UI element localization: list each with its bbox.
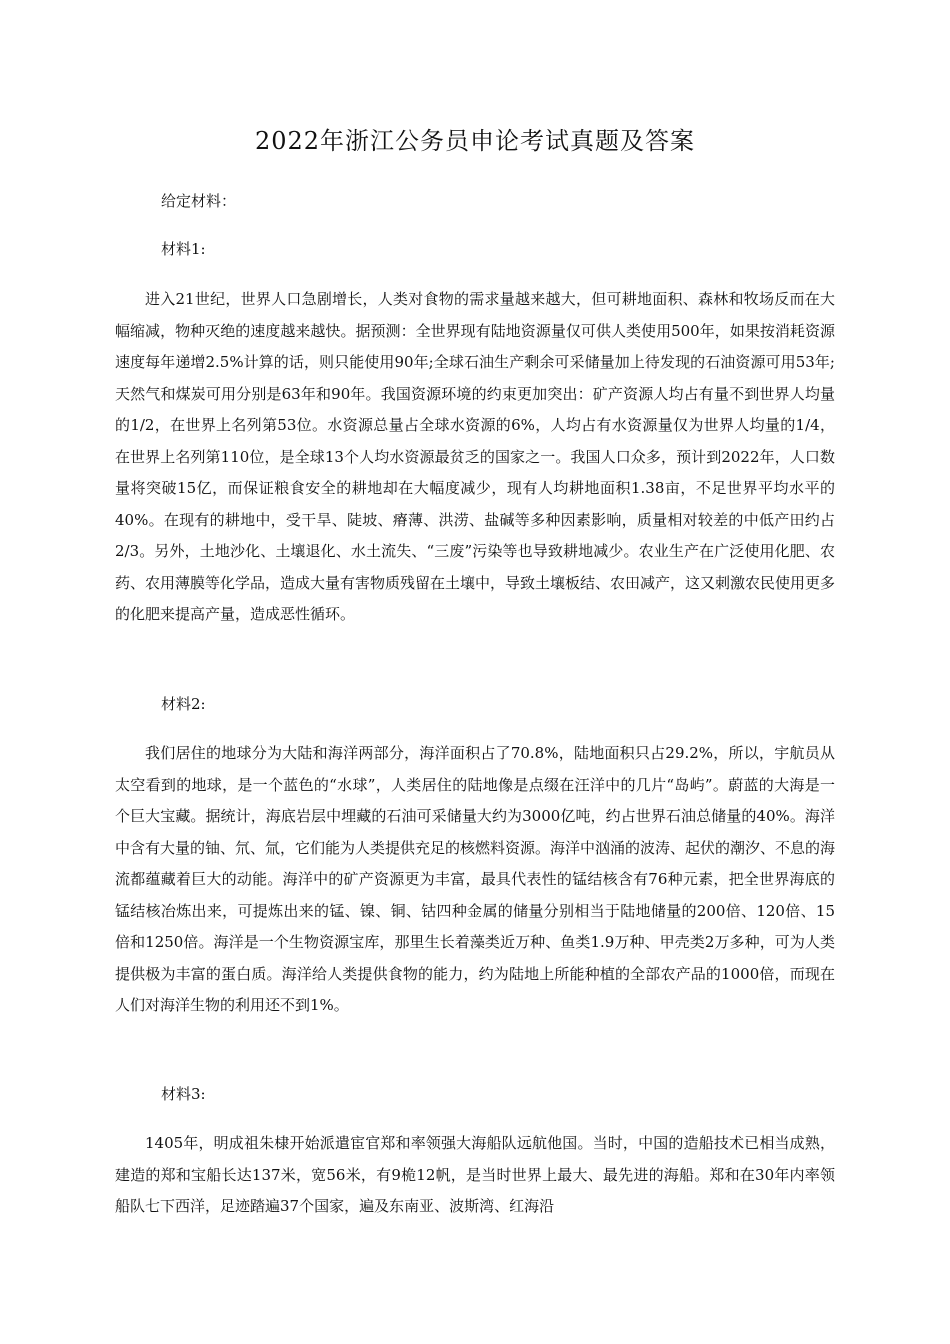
- material-3-label: 材料3:: [161, 1085, 206, 1103]
- given-materials-label: 给定材料：: [161, 192, 237, 210]
- material-1-label: 材料1:: [161, 240, 206, 258]
- material-2-label: 材料2:: [161, 695, 206, 713]
- material-1-text: 进入21世纪，世界人口急剧增长，人类对食物的需求量越来越大，但可耕地面积、森林和牧场反而在大幅缩减，物种灭绝的速度越来越快。据预测：全世界现有陆地资源量仅可供人类使用500年，如果按消耗资源速度每年递增2.5%计算的话，则只能使用90年;全球石油生产剩余可采储量加上待发现的石油资源可用53年;天然气和煤炭可用分别是63年和90年。我国资源环境的约束更加突出：矿产资源人均占有量不到世界人均量的1/2，在世界上名列第53位。水资源总量占全球水资源的6%，人均占有水资源量仅为世界人均量的1/4，在世界上名列第110位，是全球13个人均水资源最贫乏的国家之一。我国人口众多，预计到2022年，人口数量将突破15亿，而保证粮食安全的耕地却在大幅度减少，现有人均耕地面积1.38亩，不足世界平均水平的40%。在现有的耕地中，受干旱、陡坡、瘠薄、洪涝、盐碱等多种因素影响，质量相对较差的中低产田约占2/3。另外，土地沙化、土壤退化、水土流失、“三废”污染等也导致耕地减少。农业生产在广泛使用化肥、农药、农用薄膜等化学品，造成大量有害物质残留在土壤中，导致土壤板结、农田减产，这又刺激农民使用更多的化肥来提高产量，造成恶性循环。: [115, 290, 836, 623]
- material-3-text: 1405年，明成祖朱棣开始派遣宦官郑和率领强大海船队远航他国。当时，中国的造船技术已相当成熟，建造的郑和宝船长达137米，宽56米，有9桅12帆，是当时世界上最大、最先进的海船。郑和在30年内率领船队七下西洋，足迹踏遍37个国家，遍及东南亚、波斯湾、红海沿: [115, 1134, 835, 1215]
- material-2-text: 我们居住的地球分为大陆和海洋两部分，海洋面积占了70.8%，陆地面积只占29.2%，所以，宇航员从太空看到的地球，是一个蓝色的“水球”，人类居住的陆地像是点缀在汪洋中的几片“岛屿”。蔚蓝的大海是一个巨大宝藏。据统计，海底岩层中埋藏的石油可采储量大约为3000亿吨，约占世界石油总储量的40%。海洋中含有大量的铀、氘、氚，它们能为人类提供充足的核燃料资源。海洋中汹涌的波涛、起伏的潮汐、不息的海流都蕴藏着巨大的动能。海洋中的矿产资源更为丰富，最具代表性的锰结核含有76种元素，把全世界海底的锰结核冶炼出来，可提炼出来的锰、镍、铜、钴四种金属的储量分别相当于陆地储量的200倍、120倍、15倍和1250倍。海洋是一个生物资源宝库，那里生长着藻类近万种、鱼类1.9万种、甲壳类2万多种，可为人类提供极为丰富的蛋白质。海洋给人类提供食物的能力，约为陆地上所能种植的全部农产品的1000倍，而现在人们对海洋生物的利用还不到1%。: [115, 744, 836, 1014]
- document-title: 2022年浙江公务员申论考试真题及答案: [254, 127, 696, 155]
